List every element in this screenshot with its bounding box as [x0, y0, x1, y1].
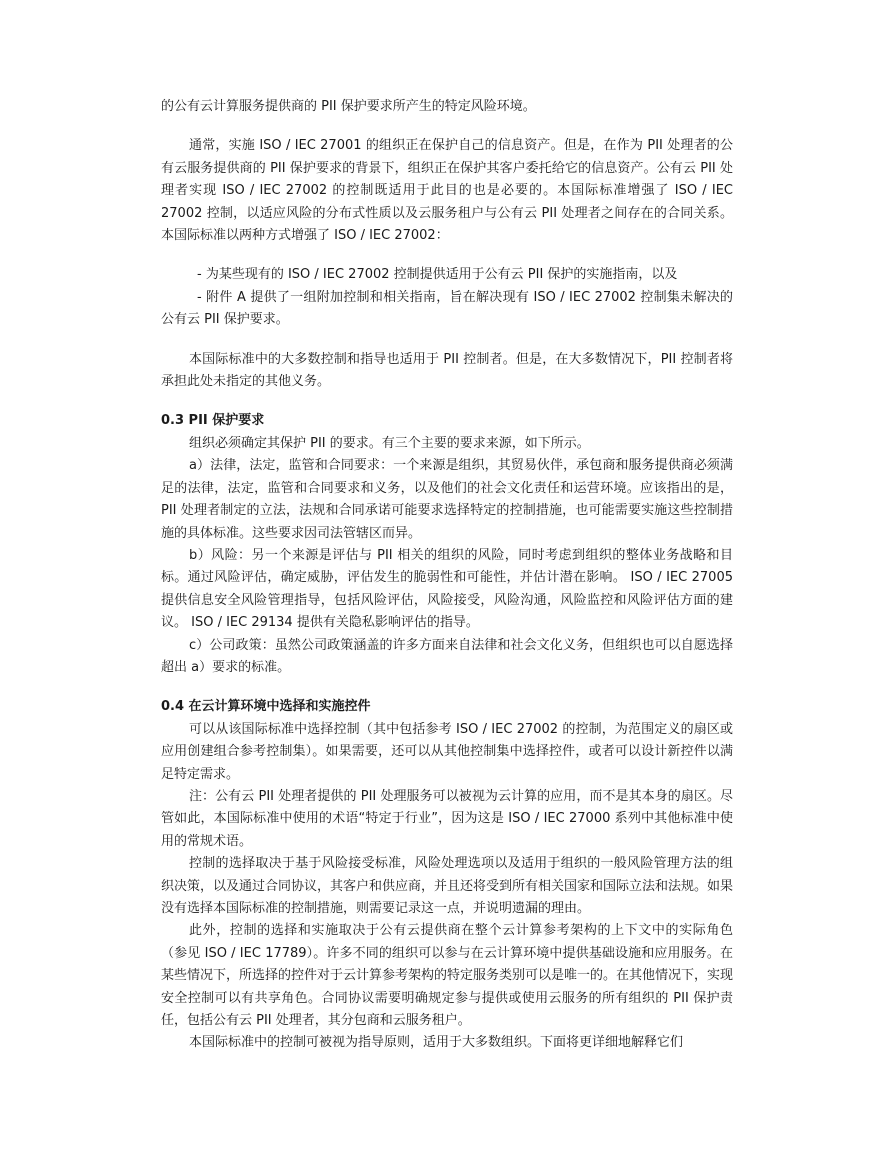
paragraph-legal-requirements: a）法律，法定，监管和合同要求：一个来源是组织，其贸易伙伴，承包商和服务提供商必须满足的法律，法定，监管和合同要求和义务，以及他们的社会文化责任和运营环境。应该指出的是，PII 处理者制定的立法，法规和合同承诺可能要求选择特定的控制措施，也可能需要实施这些控制措施的具体标准。这些要求因司法管辖区而异。: [161, 458, 733, 541]
paragraph-risk: b）风险：另一个来源是评估与 PII 相关的组织的风险，同时考虑到组织的整体业务战略和目标。通过风险评估，确定威胁，评估发生的脆弱性和可能性，并估计潜在影响。 ISO / IEC 27005 提供信息安全风险管理指导，包括风险评估，风险接受，风险沟通，风险监控和风险评估方面的建议。 ISO / IEC 29134 提供有关隐私影响评估的指导。: [161, 547, 733, 631]
paragraph-note: 注：公有云 PII 处理者提供的 PII 处理服务可以被视为云计算的应用，而不是其本身的扇区。尽管如此，本国际标准中使用的术语“特定于行业”，因为这是 ISO / IEC 27000 系列中其他标准中使用的常规术语。: [161, 788, 733, 849]
paragraph-control-selection: 可以从该国际标准中选择控制（其中包括参考 ISO / IEC 27002 的控制，为范围定义的扇区或应用创建组合参考控制集）。如果需要，还可以从其他控制集中选择控件，或者可以设计新控件以满足特定需求。: [161, 721, 733, 782]
document-page: [161, 96, 733, 1055]
section-title-0-4: 0.4 在云计算环境中选择和实施控件: [161, 699, 371, 715]
list-item-implementation-guidance: - 为某些现有的 ISO / IEC 27002 控制提供适用于公有云 PII 保护的实施指南，以及: [197, 267, 678, 283]
paragraph-pii-controller: 本国际标准中的大多数控制和指导也适用于 PII 控制者。但是，在大多数情况下，PII 控制者将承担此处未指定的其他义务。: [161, 351, 733, 390]
paragraph-requirements-sources: 组织必须确定其保护 PII 的要求。有三个主要的要求来源，如下所示。: [189, 435, 590, 451]
paragraph-intro-tail: 的公有云计算服务提供商的 PII 保护要求所产生的特定风险环境。: [161, 99, 536, 114]
paragraph-cloud-roles: 此外，控制的选择和实施取决于公有云提供商在整个云计算参考架构的上下文中的实际角色（参见 ISO / IEC 17789）。许多不同的组织可以参与在云计算环境中提供基础设施和应用服务。在某些情况下，所选择的控件对于云计算参考架构的特定服务类别可以是唯一的。在其他情况下，实现安全控制可以有共享角色。合同协议需要明确规定参与提供或使用云服务的所有组织的 PII 保护责任，包括公有云 PII 处理者，其分包商和云服务租户。: [161, 923, 734, 1029]
paragraph-corporate-policy: c）公司政策：虽然公司政策涵盖的许多方面来自法律和社会文化义务，但组织也可以自愿选择超出 a）要求的标准。: [161, 637, 733, 675]
paragraph-risk-acceptance: 控制的选择取决于基于风险接受标准，风险处理选项以及适用于组织的一般风险管理方法的组织决策，以及通过合同协议，其客户和供应商，并且还将受到所有相关国家和国际立法和法规。如果没有选择本国际标准的控制措施，则需要记录这一点，并说明遗漏的理由。: [161, 856, 734, 916]
list-item-annex-a: - 附件 A 提供了一组附加控制和相关指南，旨在解决现有 ISO / IEC 27002 控制集未解决的公有云 PII 保护要求。: [161, 289, 733, 328]
paragraph-guidelines: 本国际标准中的控制可被视为指导原则，适用于大多数组织。下面将更详细地解释它们: [189, 1035, 684, 1051]
section-title-0-3: 0.3 PII 保护要求: [161, 413, 265, 429]
paragraph-iso27001: 通常，实施 ISO / IEC 27001 的组织正在保护自己的信息资产。但是，在作为 PII 处理者的公有云服务提供商的 PII 保护要求的背景下，组织正在保护其客户委托给它的信息资产。公有云 PII 处理者实现 ISO / IEC 27002 的控制既适用于此目的也是必要的。本国际标准增强了 ISO / IEC 27002 控制，以适应风险的分布式性质以及云服务租户与公有云 PII 处理者之间存在的合同关系。本国际标准以两种方式增强了 ISO / IEC 27002：: [161, 138, 733, 244]
